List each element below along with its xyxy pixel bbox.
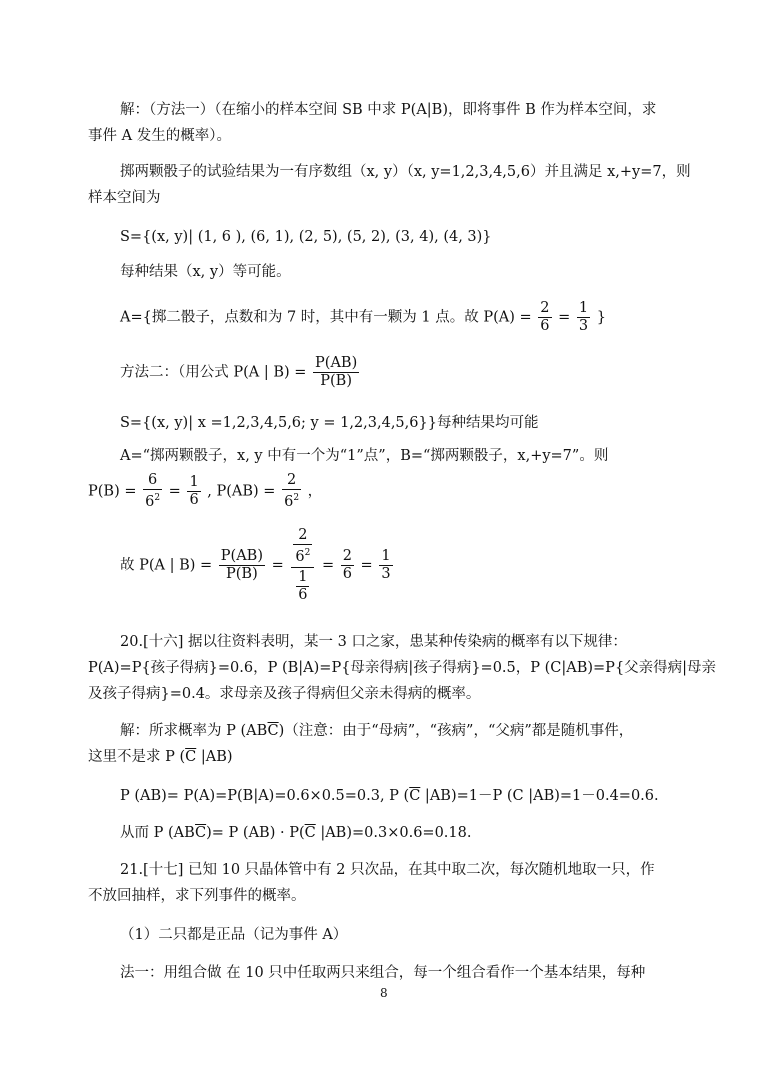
- fraction-1-3b: $\frac{1}{3}$: [381, 547, 391, 582]
- problem-21-line2: 不放回抽样，求下列事件的概率。: [88, 888, 306, 904]
- equally-likely-line: 每种结果（x, y）等可能。: [120, 264, 291, 280]
- sample-space-s2: S={(x, y)| x =1,2,3,4,5,6; y = 1,2,3,4,5,6}}每种结果均可能: [120, 415, 539, 431]
- method2-text: 方法二：（用公式 P(A | B) =: [120, 364, 307, 381]
- events-ab-definition: A=“掷两颗骰子，x, y 中有一个为“1”点”，B=“掷两颗骰子，x,+y=7”。则: [120, 448, 609, 464]
- event-a-line: A={掷二骰子，点数和为 7 时，其中有一颗为 1 点。故 P(A) = $\frac{2}{6}$ = $\frac{1}{3}$ }: [120, 300, 606, 334]
- fraction-2-over-6sq: $\frac{2}{6^2}$: [284, 472, 300, 510]
- fraction-1-3: $\frac{1}{3}$: [578, 300, 589, 334]
- fraction-6-over-6sq: $\frac{6}{6^2}$: [145, 472, 161, 510]
- c-complement: $\overline{C}$: [195, 825, 207, 841]
- problem-21-part1: （1）二只都是正品（记为事件 A）: [120, 927, 348, 943]
- problem-21-line1: 21.[十七] 已知 10 只晶体管中有 2 只次品，在其中取二次，每次随机地取一只，作: [120, 862, 655, 878]
- solution-method1-line1: 解：（方法一）（在缩小的样本空间 SB 中求 P(A|B)，即将事件 B 作为样本空间，求: [120, 102, 657, 118]
- c-complement: $\overline{C}$: [304, 825, 316, 841]
- solution-20-result: 从而 P $(AB\overline{C})= P$ $(AB) \cdot P(\overline{C}$ |AB)=0.3×0.6=0.18.: [120, 825, 472, 841]
- conditional-result-line: 故 P(A | B) = $\frac{P(AB)}{P(B)}$ = $\frac{\frac{2}{6^2}}{\frac{1}{6}}$ = $\frac{2}{6}$ = $\frac{1}{3}$: [120, 527, 391, 603]
- c-complement: $\overline{C}$: [267, 723, 279, 739]
- fraction-2-6: $\frac{2}{6}$: [540, 300, 550, 334]
- pb-pab-line: P(B) = $\frac{6}{6^2}$ = $\frac{1}{6}$ , P(AB) = $\frac{2}{6^2}$ ，: [88, 472, 323, 510]
- fraction-2-6b: $\frac{2}{6}$: [342, 547, 352, 582]
- solution-method1-line2: 事件 A 发生的概率）。: [88, 128, 231, 144]
- solution-20-line1: 解：所求概率为 P $(AB\overline{C})$（注意：由于“母病”，“孩病”，“父病”都是随机事件，: [120, 723, 634, 739]
- dice-outcome-line2: 样本空间为: [88, 190, 161, 206]
- page-number: 8: [380, 986, 388, 1000]
- problem-21-method1: 法一：用组合做 在 10 只中任取两只来组合，每一个组合看作一个基本结果，每种: [120, 965, 646, 981]
- problem-20-line3: 及孩子得病}=0.4。求母亲及孩子得病但父亲未得病的概率。: [88, 686, 481, 702]
- c-complement: $\overline{C}$: [409, 788, 421, 804]
- dice-outcome-line1: 掷两颗骰子的试验结果为一有序数组（x, y）（x, y=1,2,3,4,5,6）并且满足 x,+y=7，则: [120, 164, 691, 180]
- formula-fraction: $\frac{P(AB)}{P(B)}$: [315, 355, 358, 389]
- event-a-text: A={掷二骰子，点数和为 7 时，其中有一颗为 1 点。故 P(A) =: [120, 309, 532, 326]
- solution-20-line2: 这里不是求 P ($\overline{C}$ |AB): [88, 749, 233, 765]
- c-complement: $\overline{C}$: [185, 749, 197, 765]
- solution-20-calc: P (AB)= P(A)=P(B|A)=0.6×0.5=0.3, P ($\overline{C}$ |AB)=1－P (C |AB)=1－0.4=0.6.: [120, 788, 659, 804]
- method2-formula-line: [120, 355, 361, 390]
- conditional-label: 故 P(A | B) =: [120, 557, 213, 574]
- formula-fraction-2: $\frac{P(AB)}{P(B)}$: [220, 547, 263, 582]
- pab-label: , P(AB) =: [207, 483, 276, 500]
- problem-20-line1: 20.[十六] 据以往资料表明，某一 3 口之家，患某种传染病的概率有以下规律：: [120, 634, 627, 650]
- fraction-1-6: $\frac{1}{6}$: [189, 473, 199, 508]
- pb-label: P(B) =: [88, 483, 137, 500]
- nested-fraction: $\frac{\frac{2}{6^2}}{\frac{1}{6}}$: [291, 527, 314, 604]
- problem-20-line2: P(A)=P{孩子得病}=0.6，P (B|A)=P{母亲得病|孩子得病}=0.5，P (C|AB)=P{父亲得病|母亲: [88, 660, 717, 676]
- sample-space-s: S={(x, y)| (1, 6 ), (6, 1), (2, 5), (5, 2), (3, 4), (4, 3)}: [120, 229, 492, 245]
